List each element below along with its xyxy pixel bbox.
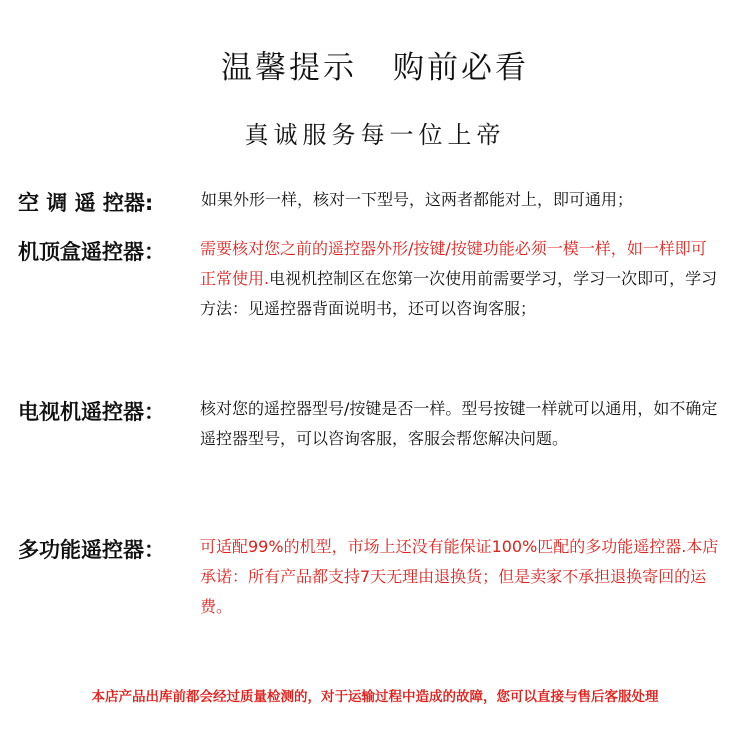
section-multi-function [18,532,738,632]
section-text-multi-function: 可适配99%的机型，市场上还没有能保证100%匹配的多功能遥控器.本店承诺：所有产品都支持7天无理由退换货；但是卖家不承担退换寄回的运费。 [200,537,719,616]
section-tv [18,394,738,494]
section-text-set-top-box [200,234,720,324]
set-top-box-learning: 电视机控制区在您第一次使用前需要学习，学习一次即可，学习方法：见遥控器背面说明书，还可以咨询客服； [200,269,718,318]
section-label-tv: 电视机遥控器： [18,400,165,424]
page-subtitle: 真诚服务每一位上帝 [244,121,506,149]
section-air-conditioner [18,185,738,219]
title-read-before-purchase: 购前必看 [393,50,529,86]
section-set-top-box [18,234,738,374]
section-label-multi-function: 多功能遥控器： [18,538,165,562]
title-warm-tips: 温馨提示 [221,50,357,86]
section-label-set-top-box: 机顶盒遥控器： [18,240,165,264]
set-top-box-requirement: 需要核对您之前的遥控器外形/按键/按键功能必须一模一样，如一样即可正常使用. [200,239,707,288]
quality-notice-footer: 本店产品出库前都会经过质量检测的，对于运输过程中造成的故障，您可以直接与售后客服处理 [91,689,659,705]
page-title [0,42,750,87]
section-text-air-conditioner: 如果外形一样，核对一下型号，这两者都能对上，即可通用； [201,190,634,209]
section-label-air-conditioner: 空 调 遥 控器: [18,191,154,215]
section-text-tv: 核对您的遥控器型号/按键是否一样。型号按键一样就可以通用，如不确定遥控器型号，可以咨询客服，客服会帮您解决问题。 [200,399,718,448]
